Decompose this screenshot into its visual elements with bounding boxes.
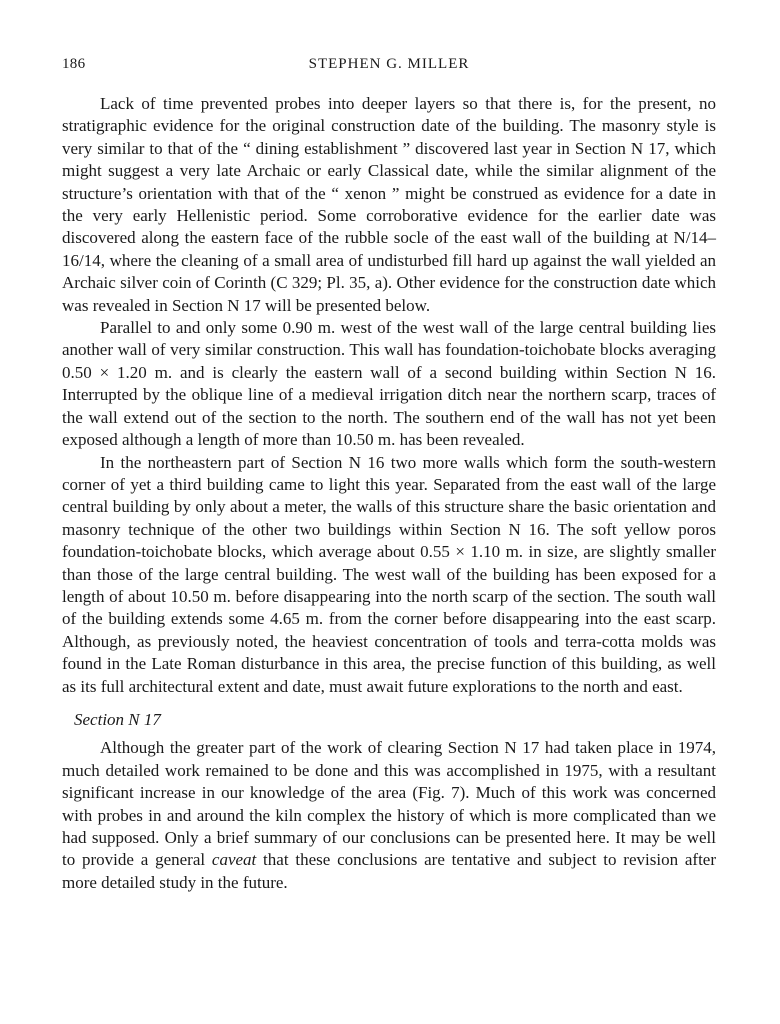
page-header: [62, 56, 716, 80]
paragraph-4-text-start: Although the greater part of the work of clearing Section N 17 had taken place in 1974, much detailed work remained to be done and this was accomplished in 1975, with a resultant significant increase in our knowledge of the area (Fig. 7). Much of this work was concerned with probes in and around the kiln complex the history of which is more complicated than we had supposed. Only a brief summary of our conclusions can be presented here. It may be well to provide a general: [62, 738, 716, 870]
paragraph-4-caveat: caveat: [211, 850, 257, 870]
body-text: [62, 93, 716, 894]
paragraph-2: Parallel to and only some 0.90 m. west of the west wall of the large central building lies another wall of very similar construction. This wall has foundation-toichobate blocks averaging 0.50 × 1.20 m. and is clearly the eastern wall of a second building within Section N 16. Interrupted by the oblique line of a medieval irrigation ditch near the northern scarp, traces of the wall extend out of the section to the north. The southern end of the wall has not yet been exposed although a length of more than 10.50 m. has been revealed.: [62, 318, 716, 450]
page-number: 186: [62, 56, 86, 72]
running-head: STEPHEN G. MILLER: [308, 56, 470, 72]
paragraph-4-text-end: that these conclusions are tentative and subject to revision after more detailed study in the future.: [62, 850, 717, 892]
paragraph-3: In the northeastern part of Section N 16 two more walls which form the south-western corner of yet a third building came to light this year. Separated from the east wall of the large central building by only about a meter, the walls of this structure share the basic orientation and masonry technique of the other two buildings within Section N 16. The soft yellow poros foundation-toichobate blocks, which average about 0.55 × 1.10 m. in size, are slightly smaller than those of the large central building. The west wall of the building has been exposed for a length of about 10.50 m. before disappearing into the north scarp of the section. The south wall of the building extends some 4.65 m. from the corner before disappearing into the east scarp. Although, as previously noted, the heaviest concentration of tools and terra-cotta molds was found in the Late Roman disturbance in this area, the precise function of this building, as well as its full architectural extent and date, must await future explorations to the north and east.: [62, 452, 716, 696]
paragraph-4: [62, 737, 716, 894]
section-heading: Section N 17: [74, 709, 161, 729]
paragraph-1: Lack of time prevented probes into deeper layers so that there is, for the present, no stratigraphic evidence for the original construction date of the building. The masonry style is very similar to that of the “ dining establishment ” discovered last year in Section N 17, which might suggest a very late Archaic or early Classical date, while the similar alignment of the structure’s orientation with that of the “ xenon ” might be construed as evidence for a date in the very early Hellenistic period. Some corroborative evidence for the earlier date was discovered along the eastern face of the rubble socle of the east wall of the building at N/14–16/14, where the cleaning of a small area of undisturbed fill hard up against the wall yielded an Archaic silver coin of Corinth (C 329; Pl. 35, a). Other evidence for the construction date which was revealed in Section N 17 will be presented below.: [62, 94, 716, 315]
